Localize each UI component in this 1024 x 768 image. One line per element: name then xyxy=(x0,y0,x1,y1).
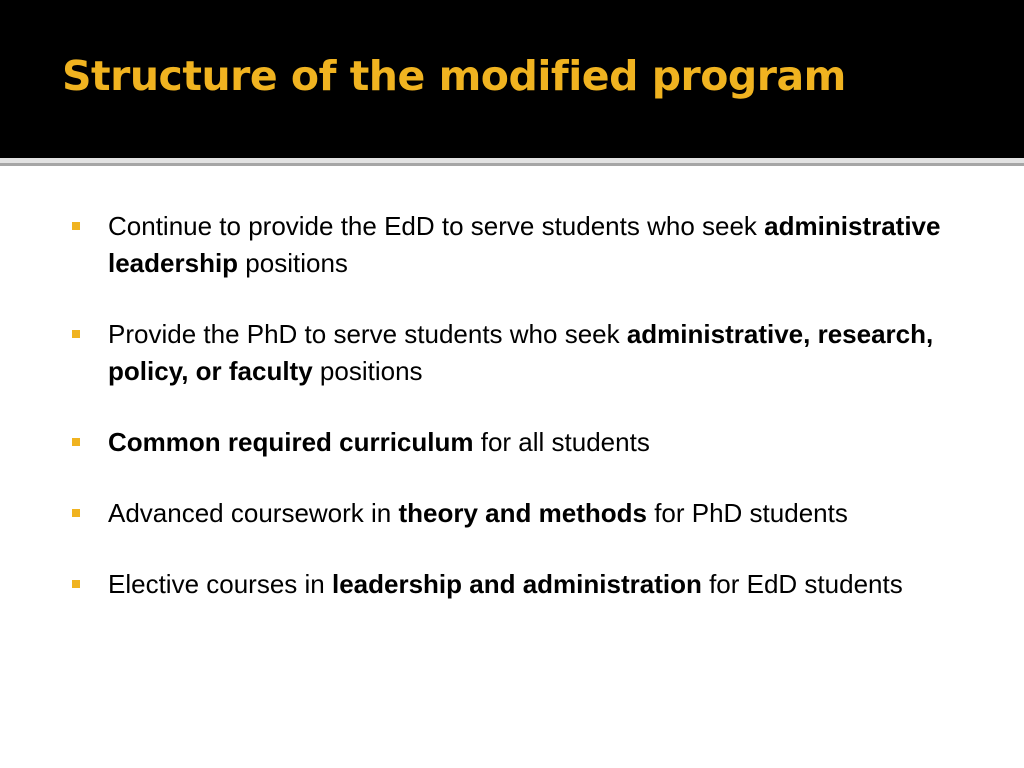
square-bullet-icon xyxy=(72,580,80,588)
bullet-item xyxy=(72,566,972,603)
bullet-emphasis: administrative leadership xyxy=(108,211,941,278)
square-bullet-icon xyxy=(72,222,80,230)
bullet-list xyxy=(72,208,972,637)
bullet-text: Provide the PhD to serve students who seek xyxy=(108,319,627,349)
bullet-text: for EdD students xyxy=(701,569,903,599)
bullet-text: Advanced coursework in xyxy=(108,498,399,528)
bullet-text: for PhD students xyxy=(646,498,848,528)
bullet-text: Elective courses in xyxy=(108,569,332,599)
bullet-emphasis: administrative, research, policy, or faculty xyxy=(108,319,934,386)
bullet-text: positions xyxy=(238,248,348,278)
bullet-text: Continue to provide the EdD to serve students who seek xyxy=(108,211,765,241)
bullet-emphasis: Common required curriculum xyxy=(108,427,474,457)
bullet-emphasis: theory and methods xyxy=(398,498,647,528)
bullet-item xyxy=(72,495,972,532)
bullet-item xyxy=(72,208,972,282)
square-bullet-icon xyxy=(72,509,80,517)
title-bar xyxy=(0,0,1024,158)
bullet-text: for all students xyxy=(473,427,650,457)
square-bullet-icon xyxy=(72,330,80,338)
bullet-item xyxy=(72,316,972,390)
bullet-text: positions xyxy=(312,356,423,386)
bullet-emphasis: leadership and administration xyxy=(331,569,702,599)
slide-title: Structure of the modified program xyxy=(62,52,846,100)
divider-dark xyxy=(0,163,1024,166)
bullet-item xyxy=(72,424,972,461)
square-bullet-icon xyxy=(72,438,80,446)
